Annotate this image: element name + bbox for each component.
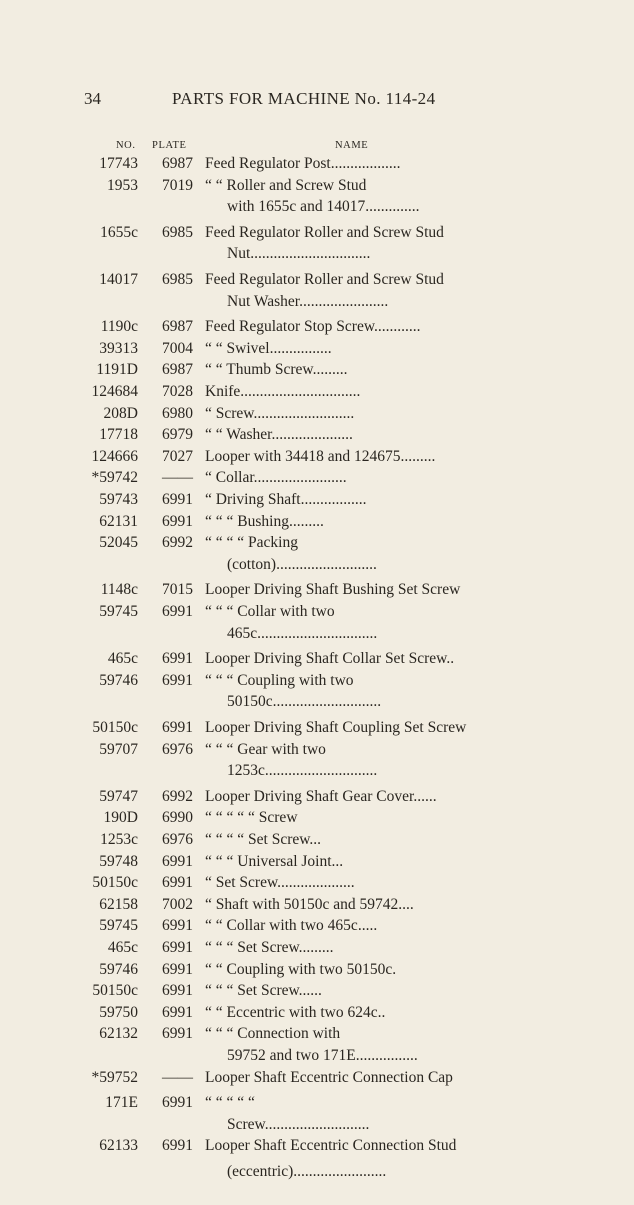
plate-number: 7028 [162, 383, 193, 400]
part-number: 59707 [99, 741, 138, 758]
part-name: Feed Regulator Roller and Screw Stud [205, 224, 444, 241]
part-name: Looper Driving Shaft Coupling Set Screw [205, 719, 467, 736]
table-row [0, 959, 634, 980]
part-name: “ “ “ Bushing......... [205, 513, 324, 530]
table-row [0, 894, 634, 915]
table-row [0, 153, 634, 174]
plate-number: 7027 [162, 448, 193, 465]
plate-number: 6991 [162, 853, 193, 870]
part-number: 52045 [99, 534, 138, 551]
table-row [0, 467, 634, 488]
page-number: 34 [84, 89, 101, 108]
part-name: “ “ “ “ “ Screw [205, 809, 298, 826]
table-row [0, 915, 634, 936]
part-number: 17718 [99, 426, 138, 443]
table-row [0, 222, 634, 243]
table-row [0, 196, 634, 217]
plate-number: 6987 [162, 318, 193, 335]
table-row [0, 291, 634, 312]
part-name: Looper Driving Shaft Gear Cover...... [205, 788, 437, 805]
plate-number: 6991 [162, 1025, 193, 1042]
table-row [0, 489, 634, 510]
part-name: “ “ Coupling with two 50150c. [205, 961, 397, 978]
part-name: “ Collar........................ [205, 469, 347, 486]
part-name: “ “ “ Connection with [205, 1025, 341, 1042]
part-number: 1148c [100, 581, 138, 598]
table-row [0, 1067, 634, 1088]
part-name: Looper Driving Shaft Collar Set Screw.. [205, 650, 455, 667]
part-name: “ Shaft with 50150c and 59742.... [205, 896, 414, 913]
part-number: 39313 [99, 340, 138, 357]
plate-number: 6976 [162, 741, 193, 758]
part-number: 59746 [99, 961, 138, 978]
table-row [0, 670, 634, 691]
part-number: 62132 [99, 1025, 138, 1042]
table-row [0, 424, 634, 445]
part-number: 1655c [100, 224, 138, 241]
table-row [0, 1114, 634, 1135]
table-row [0, 511, 634, 532]
part-name: “ “ “ “ “ [205, 1094, 255, 1111]
plate-number: 6991 [162, 650, 193, 667]
part-number: 190D [103, 809, 138, 826]
plate-number: 6980 [162, 405, 193, 422]
table-row [0, 316, 634, 337]
part-number: 14017 [99, 271, 138, 288]
table-row [0, 851, 634, 872]
part-name: Looper Shaft Eccentric Connection Cap [205, 1069, 453, 1086]
part-number: 171E [105, 1094, 138, 1111]
part-number: 465c [107, 650, 138, 667]
part-name: “ “ “ Set Screw......... [205, 939, 334, 956]
table-row [0, 739, 634, 760]
plate-number: 6992 [162, 534, 193, 551]
part-number: 59745 [99, 917, 138, 934]
part-name: Feed Regulator Roller and Screw Stud [205, 271, 444, 288]
part-number: 59743 [99, 491, 138, 508]
table-row [0, 532, 634, 553]
part-name: “ “ “ Coupling with two [205, 672, 354, 689]
plate-number: 6991 [162, 982, 193, 999]
part-number: *59752 [91, 1069, 138, 1086]
table-row [0, 269, 634, 290]
part-name: Nut............................... [227, 245, 371, 262]
part-number: 1191D [96, 361, 138, 378]
part-name: 465c............................... [227, 625, 378, 642]
part-number: 59748 [99, 853, 138, 870]
plate-number: 6991 [162, 491, 193, 508]
plate-number: 6991 [162, 939, 193, 956]
plate-number: 6991 [162, 513, 193, 530]
column-header-no: NO. [116, 140, 136, 151]
part-number: 465c [107, 939, 138, 956]
part-number: 50150c [92, 982, 138, 999]
table-row [0, 446, 634, 467]
column-header-plate: PLATE [152, 140, 187, 151]
plate-number: 7004 [162, 340, 193, 357]
table-row [0, 980, 634, 1001]
plate-number: 6991 [162, 719, 193, 736]
plate-number: 7019 [162, 177, 193, 194]
plate-number: 6979 [162, 426, 193, 443]
plate-number: 7002 [162, 896, 193, 913]
plate-number: —— [162, 1069, 193, 1086]
part-name: 50150c............................ [227, 693, 382, 710]
table-row [0, 359, 634, 380]
plate-number: —— [162, 469, 193, 486]
part-name: “ “ Collar with two 465c..... [205, 917, 378, 934]
table-row [0, 807, 634, 828]
part-name: “ “ “ Collar with two [205, 603, 335, 620]
part-name: “ “ Roller and Screw Stud [205, 177, 367, 194]
part-name: “ Set Screw.................... [205, 874, 355, 891]
table-row [0, 937, 634, 958]
part-number: 62158 [99, 896, 138, 913]
part-number: *59742 [91, 469, 138, 486]
table-row [0, 243, 634, 264]
part-number: 59746 [99, 672, 138, 689]
part-name: “ “ Thumb Screw......... [205, 361, 348, 378]
table-row [0, 1023, 634, 1044]
part-name: “ “ “ “ Set Screw... [205, 831, 322, 848]
table-row [0, 786, 634, 807]
part-name: (cotton).......................... [227, 556, 377, 573]
plate-number: 7015 [162, 581, 193, 598]
part-number: 62131 [99, 513, 138, 530]
table-row [0, 579, 634, 600]
part-name: “ “ “ Set Screw...... [205, 982, 322, 999]
part-number: 50150c [92, 719, 138, 736]
part-number: 50150c [92, 874, 138, 891]
part-number: 1953 [107, 177, 138, 194]
table-row [0, 403, 634, 424]
plate-number: 6987 [162, 361, 193, 378]
part-name: “ “ Eccentric with two 624c.. [205, 1004, 386, 1021]
part-number: 1253c [100, 831, 138, 848]
table-row [0, 1135, 634, 1156]
table-row [0, 1161, 634, 1182]
plate-number: 6985 [162, 271, 193, 288]
plate-number: 6991 [162, 1094, 193, 1111]
page-title: PARTS FOR MACHINE No. 114-24 [172, 89, 436, 108]
part-name: with 1655c and 14017.............. [227, 198, 420, 215]
table-row [0, 623, 634, 644]
plate-number: 6985 [162, 224, 193, 241]
part-name: Feed Regulator Post.................. [205, 155, 401, 172]
table-row [0, 338, 634, 359]
table-row [0, 601, 634, 622]
table-row [0, 1092, 634, 1113]
part-name: “ “ “ Gear with two [205, 741, 326, 758]
plate-number: 6991 [162, 1004, 193, 1021]
part-name: “ “ “ “ Packing [205, 534, 298, 551]
part-name: “ “ Washer..................... [205, 426, 353, 443]
table-row [0, 175, 634, 196]
table-row [0, 760, 634, 781]
part-name: “ “ Swivel................ [205, 340, 332, 357]
part-number: 59747 [99, 788, 138, 805]
part-number: 124666 [91, 448, 138, 465]
part-name: 1253c............................. [227, 762, 378, 779]
plate-number: 6992 [162, 788, 193, 805]
part-name: Feed Regulator Stop Screw............ [205, 318, 421, 335]
part-name: Looper Shaft Eccentric Connection Stud [205, 1137, 457, 1154]
table-row [0, 648, 634, 669]
table-row [0, 1002, 634, 1023]
plate-number: 6991 [162, 961, 193, 978]
part-number: 1190c [100, 318, 138, 335]
part-name: Nut Washer....................... [227, 293, 389, 310]
part-name: 59752 and two 171E................ [227, 1047, 418, 1064]
part-name: Looper Driving Shaft Bushing Set Screw [205, 581, 461, 598]
part-name: (eccentric)........................ [227, 1163, 387, 1180]
plate-number: 6987 [162, 155, 193, 172]
part-number: 124684 [91, 383, 138, 400]
table-row [0, 381, 634, 402]
plate-number: 6990 [162, 809, 193, 826]
part-number: 17743 [99, 155, 138, 172]
part-name: “ “ “ Universal Joint... [205, 853, 344, 870]
part-name: Knife............................... [205, 383, 361, 400]
plate-number: 6991 [162, 1137, 193, 1154]
part-name: Screw........................... [227, 1116, 370, 1133]
table-row [0, 872, 634, 893]
column-header-name: NAME [335, 140, 369, 151]
table-row [0, 1045, 634, 1066]
plate-number: 6991 [162, 603, 193, 620]
part-number: 59750 [99, 1004, 138, 1021]
table-row [0, 717, 634, 738]
table-row [0, 554, 634, 575]
table-row [0, 829, 634, 850]
plate-number: 6976 [162, 831, 193, 848]
table-row [0, 691, 634, 712]
plate-number: 6991 [162, 672, 193, 689]
part-number: 62133 [99, 1137, 138, 1154]
part-number: 208D [103, 405, 138, 422]
part-name: “ Driving Shaft................. [205, 491, 367, 508]
part-name: “ Screw.......................... [205, 405, 355, 422]
part-number: 59745 [99, 603, 138, 620]
part-name: Looper with 34418 and 124675......... [205, 448, 436, 465]
plate-number: 6991 [162, 917, 193, 934]
plate-number: 6991 [162, 874, 193, 891]
